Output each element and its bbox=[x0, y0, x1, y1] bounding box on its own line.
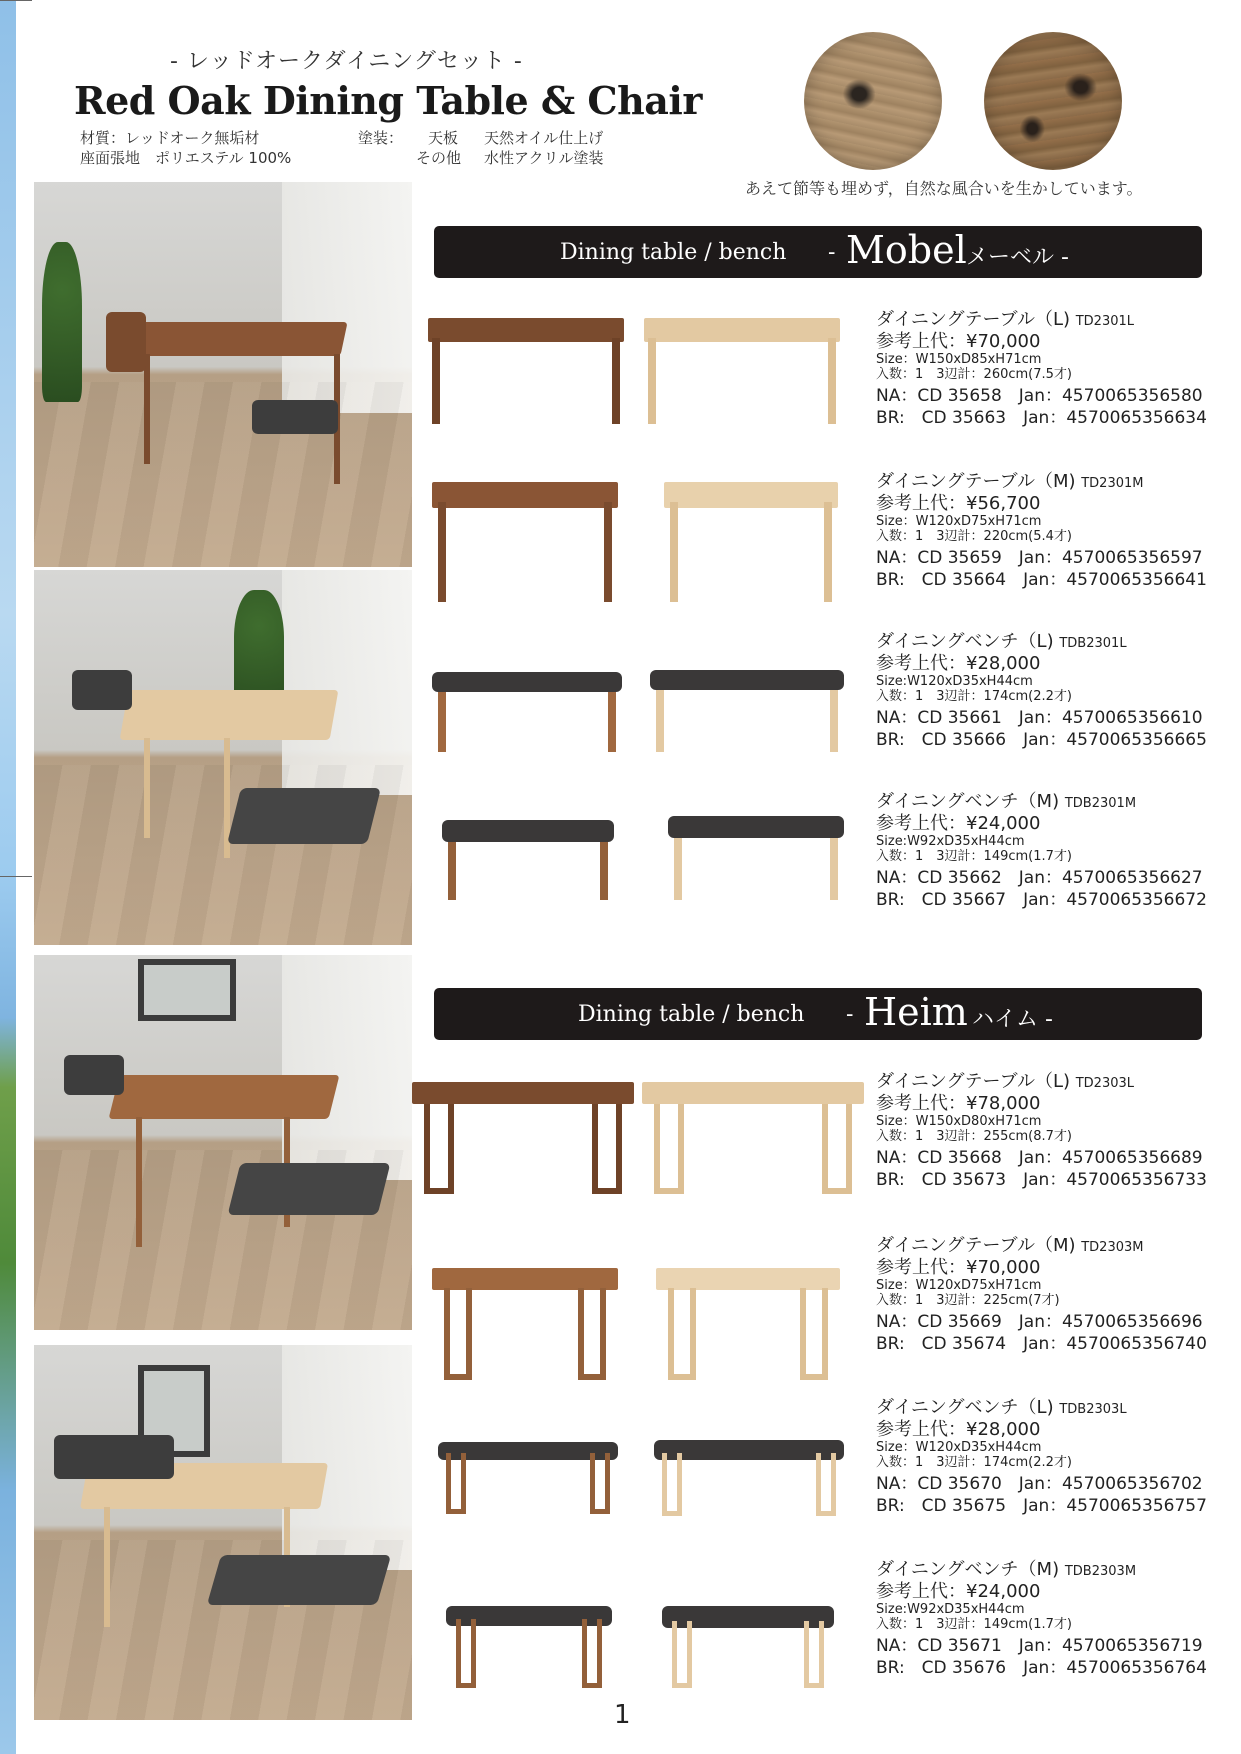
product-codes bbox=[876, 547, 1216, 591]
product-code: TDB2303M bbox=[1064, 1564, 1137, 1579]
product-image-heim-bench-l-na bbox=[438, 1442, 618, 1514]
table-leg bbox=[104, 1507, 110, 1627]
product-code: TDB2301L bbox=[1059, 636, 1127, 651]
product-size: Size:W92xD35xH44cm bbox=[876, 834, 1025, 849]
spec-other-label: その他 bbox=[416, 149, 462, 167]
product-image-mobel-table-l-na bbox=[428, 318, 624, 424]
code-br: BR: CD 35674 Jan：4570065356740 bbox=[876, 1334, 1207, 1354]
product-price: 参考上代：¥78,000 bbox=[876, 1093, 1041, 1114]
product-codes bbox=[876, 1311, 1216, 1355]
product-name: ダイニングベンチ（M) TDB2301M bbox=[876, 791, 1137, 812]
product-image-heim-table-l-na bbox=[412, 1082, 634, 1194]
code-br: BR: CD 35666 Jan：4570065356665 bbox=[876, 730, 1207, 750]
header-kicker: - レッドオークダイニングセット - bbox=[170, 49, 523, 74]
product-image-mobel-bench-m-br bbox=[668, 816, 844, 900]
section-header-mobel bbox=[434, 226, 1202, 278]
product-price: 参考上代：¥70,000 bbox=[876, 1257, 1041, 1278]
table-leg bbox=[136, 1117, 142, 1247]
product-code: TD2301M bbox=[1081, 476, 1144, 491]
wood-sample-image bbox=[804, 32, 942, 170]
code-br: BR: CD 35676 Jan：4570065356764 bbox=[876, 1658, 1207, 1678]
product-info bbox=[876, 792, 1216, 911]
product-quantity: 入数：1 3辺計：174cm(2.2才) bbox=[876, 1455, 1072, 1470]
product-name: ダイニングテーブル（L) TD2301L bbox=[876, 309, 1135, 330]
room-chair bbox=[106, 312, 146, 372]
product-price: 参考上代：¥24,000 bbox=[876, 813, 1041, 834]
product-image-heim-bench-m-br bbox=[662, 1606, 834, 1688]
product-codes bbox=[876, 385, 1216, 429]
code-br: BR: CD 35673 Jan：4570065356733 bbox=[876, 1170, 1207, 1190]
product-info bbox=[876, 1236, 1216, 1355]
product-code: TD2303L bbox=[1075, 1076, 1135, 1091]
product-size: Size：W120xD35xH44cm bbox=[876, 1440, 1042, 1455]
product-image-heim-bench-m-na bbox=[446, 1606, 612, 1688]
product-name: ダイニングベンチ（L) TDB2303L bbox=[876, 1397, 1127, 1418]
spec-top-finish: 天然オイル仕上げ bbox=[484, 129, 604, 147]
page-number: 1 bbox=[614, 1700, 631, 1730]
product-info bbox=[876, 310, 1216, 429]
product-size: Size：W150xD85xH71cm bbox=[876, 352, 1042, 367]
product-image-mobel-bench-m-na bbox=[442, 820, 614, 900]
product-quantity: 入数：1 3辺計：149cm(1.7才) bbox=[876, 849, 1072, 864]
code-br: BR: CD 35663 Jan：4570065356634 bbox=[876, 408, 1207, 428]
section-header-heim bbox=[434, 988, 1202, 1040]
page-title: Red Oak Dining Table & Chair bbox=[74, 78, 702, 123]
code-na: NA：CD 35670 Jan：4570065356702 bbox=[876, 1474, 1203, 1494]
spec-material bbox=[80, 128, 259, 148]
product-code: TDB2303L bbox=[1059, 1402, 1127, 1417]
code-na: NA：CD 35671 Jan：4570065356719 bbox=[876, 1636, 1203, 1656]
section-kana: ハイム - bbox=[972, 1007, 1053, 1032]
room-photo-mobel-br bbox=[34, 570, 412, 945]
product-price: 参考上代：¥24,000 bbox=[876, 1581, 1041, 1602]
code-br: BR: CD 35675 Jan：4570065356757 bbox=[876, 1496, 1207, 1516]
product-image-mobel-table-m-br bbox=[664, 482, 838, 602]
wood-sample-image bbox=[984, 32, 1122, 170]
window-curtain bbox=[282, 570, 412, 795]
product-name: ダイニングベンチ（M) TDB2303M bbox=[876, 1559, 1137, 1580]
product-image-heim-bench-l-br bbox=[654, 1440, 844, 1516]
product-code: TDB2301M bbox=[1064, 796, 1137, 811]
spec-top-label: 天板 bbox=[428, 129, 459, 147]
section-subtitle: Dining table / bench bbox=[578, 1002, 805, 1027]
section-prefix: - bbox=[828, 240, 836, 265]
product-info bbox=[876, 1398, 1216, 1517]
product-info bbox=[876, 472, 1216, 591]
crop-mark bbox=[0, 0, 32, 1]
spec-material-value: レッドオーク無垢材 bbox=[125, 129, 260, 147]
room-photo-heim-na bbox=[34, 955, 412, 1330]
product-quantity: 入数：1 3辺計：174cm(2.2才) bbox=[876, 689, 1072, 704]
code-na: NA：CD 35668 Jan：4570065356689 bbox=[876, 1148, 1203, 1168]
table-leg bbox=[144, 354, 150, 464]
code-na: NA：CD 35658 Jan：4570065356580 bbox=[876, 386, 1203, 406]
product-codes bbox=[876, 1473, 1216, 1517]
product-image-mobel-table-m-na bbox=[432, 482, 618, 602]
edge-photo-strip bbox=[0, 0, 16, 1754]
section-prefix: - bbox=[846, 1002, 854, 1027]
spec-other-finish: 水性アクリル塗装 bbox=[484, 149, 604, 167]
room-bench bbox=[228, 1163, 391, 1215]
product-image-mobel-bench-l-br bbox=[650, 670, 844, 752]
product-codes bbox=[876, 867, 1216, 911]
window-curtain bbox=[282, 182, 412, 413]
plant bbox=[42, 242, 82, 402]
code-na: NA：CD 35669 Jan：4570065356696 bbox=[876, 1312, 1203, 1332]
product-quantity: 入数：1 3辺計：255cm(8.7才) bbox=[876, 1129, 1072, 1144]
product-size: Size：W120xD75xH71cm bbox=[876, 1278, 1042, 1293]
code-na: NA：CD 35662 Jan：4570065356627 bbox=[876, 868, 1203, 888]
code-na: NA：CD 35659 Jan：4570065356597 bbox=[876, 548, 1203, 568]
product-price: 参考上代：¥28,000 bbox=[876, 653, 1041, 674]
product-name: ダイニングテーブル（M) TD2303M bbox=[876, 1235, 1144, 1256]
product-size: Size：W150xD80xH71cm bbox=[876, 1114, 1042, 1129]
room-photo-mobel-na bbox=[34, 182, 412, 567]
crop-mark bbox=[0, 876, 32, 877]
section-name: Mobel bbox=[846, 228, 967, 272]
product-info bbox=[876, 1072, 1216, 1191]
spec-paint-label: 塗装： bbox=[358, 129, 404, 147]
product-size: Size:W92xD35xH44cm bbox=[876, 1602, 1025, 1617]
room-chair bbox=[64, 1055, 124, 1095]
room-chair bbox=[54, 1435, 174, 1479]
product-name: ダイニングテーブル（M) TD2301M bbox=[876, 471, 1144, 492]
wall-frame bbox=[138, 959, 236, 1021]
product-size: Size：W120xD75xH71cm bbox=[876, 514, 1042, 529]
section-subtitle: Dining table / bench bbox=[560, 240, 787, 265]
product-image-heim-table-l-br bbox=[642, 1082, 864, 1194]
product-quantity: 入数：1 3辺計：220cm(5.4才) bbox=[876, 529, 1072, 544]
product-quantity: 入数：1 3辺計：260cm(7.5才) bbox=[876, 367, 1072, 382]
product-image-heim-table-m-br bbox=[656, 1268, 840, 1380]
product-info bbox=[876, 1560, 1216, 1679]
wood-note: あえて節等も埋めず，自然な風合いを生かしています。 bbox=[745, 179, 1143, 198]
product-image-mobel-bench-l-na bbox=[432, 672, 622, 752]
room-bench bbox=[207, 1555, 391, 1605]
room-bench bbox=[227, 788, 381, 844]
spec-material-label: 材質： bbox=[80, 129, 126, 147]
product-size: Size:W120xD35xH44cm bbox=[876, 674, 1033, 689]
code-br: BR: CD 35664 Jan：4570065356641 bbox=[876, 570, 1207, 590]
spec-seat: 座面張地 ポリエステル 100% bbox=[80, 149, 292, 167]
product-image-heim-table-m-na bbox=[432, 1268, 618, 1380]
room-table bbox=[109, 1075, 340, 1119]
room-table bbox=[120, 690, 339, 740]
product-quantity: 入数：1 3辺計：225cm(7才) bbox=[876, 1293, 1060, 1308]
product-price: 参考上代：¥56,700 bbox=[876, 493, 1041, 514]
product-codes bbox=[876, 1147, 1216, 1191]
section-kana: メーベル - bbox=[966, 245, 1069, 270]
product-code: TD2301L bbox=[1075, 314, 1135, 329]
product-info bbox=[876, 632, 1216, 751]
room-chair bbox=[252, 400, 338, 434]
product-codes bbox=[876, 707, 1216, 751]
product-quantity: 入数：1 3辺計：149cm(1.7才) bbox=[876, 1617, 1072, 1632]
product-name: ダイニングベンチ（L) TDB2301L bbox=[876, 631, 1127, 652]
room-chair bbox=[72, 670, 132, 710]
code-br: BR: CD 35667 Jan：4570065356672 bbox=[876, 890, 1207, 910]
product-price: 参考上代：¥70,000 bbox=[876, 331, 1041, 352]
room-table bbox=[120, 322, 347, 356]
window-curtain bbox=[282, 955, 412, 1180]
product-image-mobel-table-l-br bbox=[644, 318, 840, 424]
product-codes bbox=[876, 1635, 1216, 1679]
product-code: TD2303M bbox=[1081, 1240, 1144, 1255]
table-leg bbox=[144, 738, 150, 838]
product-name: ダイニングテーブル（L) TD2303L bbox=[876, 1071, 1135, 1092]
window-curtain bbox=[282, 1345, 412, 1570]
section-name: Heim bbox=[864, 990, 968, 1034]
room-photo-heim-br bbox=[34, 1345, 412, 1720]
product-price: 参考上代：¥28,000 bbox=[876, 1419, 1041, 1440]
floor bbox=[34, 382, 412, 567]
code-na: NA：CD 35661 Jan：4570065356610 bbox=[876, 708, 1203, 728]
